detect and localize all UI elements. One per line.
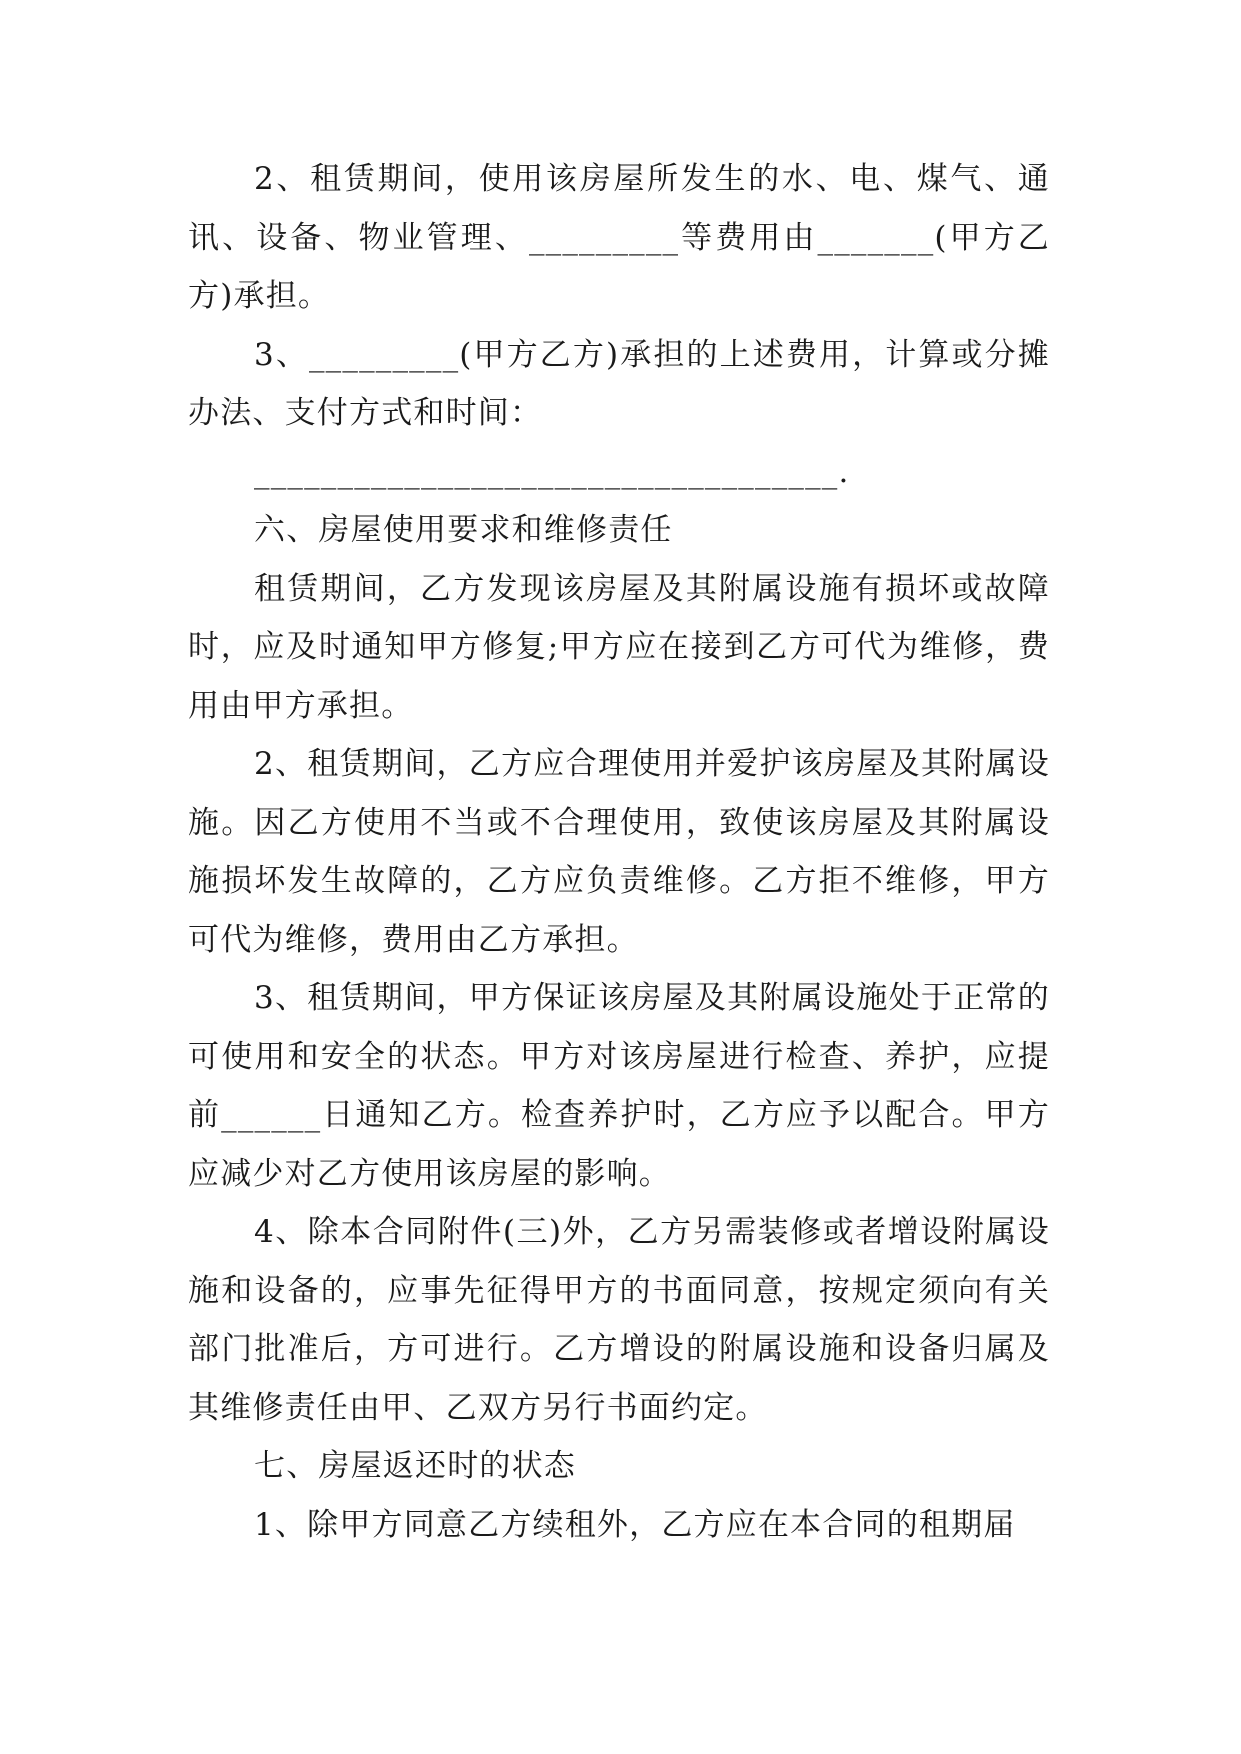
paragraph-damage-notice: 租赁期间，乙方发现该房屋及其附属设施有损坏或故障时，应及时通知甲方修复;甲方应在接到乙方可代为维修，费用由甲方承担。: [188, 570, 1050, 724]
section-heading-return-state: 七、房屋返还时的状态: [254, 1448, 576, 1484]
paragraph-cost-allocation: 3、_________(甲方乙方)承担的上述费用，计算或分摊办法、支付方式和时间：: [188, 336, 1050, 431]
paragraph-reasonable-use: 2、租赁期间，乙方应合理使用并爱护该房屋及其附属设施。因乙方使用不当或不合理使用，致使该房屋及其附属设施损坏发生故障的，乙方应负责维修。乙方拒不维修，甲方可代为维修，费用由乙方承担。: [188, 746, 1050, 958]
section-heading-usage-repair: 六、房屋使用要求和维修责任: [254, 512, 673, 548]
document-page: [188, 150, 1050, 1554]
paragraph-landlord-guarantee: 3、租赁期间，甲方保证该房屋及其附属设施处于正常的可使用和安全的状态。甲方对该房屋进行检查、养护，应提前______日通知乙方。检查养护时，乙方应予以配合。甲方应减少对乙方使用该房屋的影响。: [188, 980, 1050, 1192]
paragraph-return-clause: 1、除甲方同意乙方续租外，乙方应在本合同的租期届: [254, 1506, 1016, 1543]
paragraph-utilities-cost: 2、租赁期间，使用该房屋所发生的水、电、煤气、通讯、设备、物业管理、_________等费用由_______(甲方乙方)承担。: [188, 161, 1050, 314]
paragraph-renovation: 4、除本合同附件(三)外，乙方另需装修或者增设附属设施和设备的，应事先征得甲方的书面同意，按规定须向有关部门批准后，方可进行。乙方增设的附属设施和设备归属及其维修责任由甲、乙双方另行书面约定。: [188, 1214, 1050, 1426]
paragraph-blank-line: ___________________________________.: [254, 453, 850, 490]
